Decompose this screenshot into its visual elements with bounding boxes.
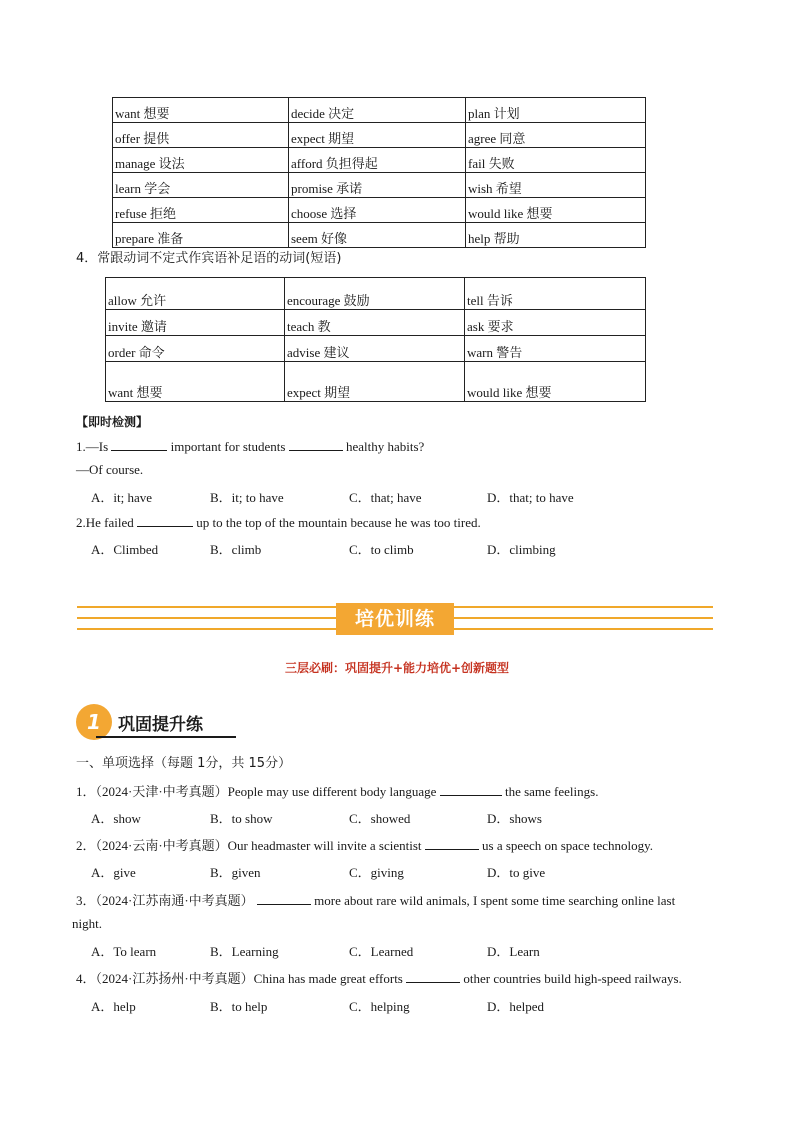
table-row xyxy=(106,278,646,310)
question-stem-end: other countries build high-speed railways. xyxy=(463,971,682,986)
option-d[interactable]: D．that; to have xyxy=(487,490,574,505)
banner-title: 培优训练 xyxy=(336,603,454,635)
section-number-badge: 1 xyxy=(76,704,112,740)
option-d[interactable]: D．shows xyxy=(487,811,542,826)
option-b[interactable]: B．Learning xyxy=(210,944,279,959)
option-a[interactable]: A．it; have xyxy=(91,490,153,505)
table-cell: wish 希望 xyxy=(466,173,646,198)
table-cell: teach 教 xyxy=(285,310,465,336)
question-stem-end: us a speech on space technology. xyxy=(482,838,654,853)
table-row xyxy=(113,98,646,123)
check-q1-part3: healthy habits? xyxy=(345,439,425,454)
table-cell: would like 想要 xyxy=(465,362,646,402)
question-stem: 4．（2024·江苏扬州·中考真题）China has made great efforts xyxy=(76,971,403,986)
option-b[interactable]: B．given xyxy=(210,865,261,880)
option-c[interactable]: C．showed xyxy=(349,811,411,826)
option-c[interactable]: C．that; have xyxy=(349,490,422,505)
option-a[interactable]: A．give xyxy=(91,865,136,880)
section-title-underline xyxy=(96,736,236,738)
table-cell: promise 承诺 xyxy=(289,173,466,198)
answer-blank[interactable] xyxy=(111,438,167,451)
table-cell: afford 负担得起 xyxy=(289,148,466,173)
option-d[interactable]: D．climbing xyxy=(487,542,556,557)
table-cell: expect 期望 xyxy=(289,123,466,148)
table-row xyxy=(113,223,646,248)
table-cell: warn 警告 xyxy=(465,336,646,362)
check-q1-part1: 1.—Is xyxy=(76,439,109,454)
table-row xyxy=(113,148,646,173)
question-stem: 3．（2024·江苏南通·中考真题） xyxy=(76,893,254,908)
table-cell: agree 同意 xyxy=(466,123,646,148)
check-question-2 xyxy=(76,514,481,531)
question-stem-end: more about rare wild animals, I spent some time searching online last xyxy=(314,893,676,908)
option-c[interactable]: C．giving xyxy=(349,865,404,880)
table-cell: help 帮助 xyxy=(466,223,646,248)
table-cell: seem 好像 xyxy=(289,223,466,248)
table-cell: refuse 拒绝 xyxy=(113,198,289,223)
table-row xyxy=(113,123,646,148)
table-cell: want 想要 xyxy=(106,362,285,402)
table-cell: learn 学会 xyxy=(113,173,289,198)
table-cell: manage 设法 xyxy=(113,148,289,173)
check-question-1 xyxy=(76,438,424,455)
option-d[interactable]: D．Learn xyxy=(487,944,540,959)
option-b[interactable]: B．climb xyxy=(210,542,262,557)
section-4-heading: 4．常跟动词不定式作宾语补足语的动词(短语) xyxy=(76,251,342,266)
question-2 xyxy=(76,835,653,854)
option-a[interactable]: A．show xyxy=(91,811,141,826)
part-heading: 一、单项选择（每题 1分，共 15分） xyxy=(76,756,292,771)
answer-blank[interactable] xyxy=(289,438,343,451)
option-b[interactable]: B．to show xyxy=(210,811,273,826)
table-cell: fail 失败 xyxy=(466,148,646,173)
table-cell: advise 建议 xyxy=(285,336,465,362)
table-cell: order 命令 xyxy=(106,336,285,362)
answer-blank[interactable] xyxy=(406,970,460,983)
table-cell: allow 允许 xyxy=(106,278,285,310)
answer-blank[interactable] xyxy=(425,837,479,850)
table-cell: expect 期望 xyxy=(285,362,465,402)
question-stem: 2．（2024·云南·中考真题）Our headmaster will invite a scientist xyxy=(76,838,422,853)
question-stem-end: the same feelings. xyxy=(504,784,599,799)
option-c[interactable]: C．Learned xyxy=(349,944,414,959)
table-cell: encourage 鼓励 xyxy=(285,278,465,310)
table-row xyxy=(113,198,646,223)
question-3 xyxy=(76,890,675,909)
table-cell: tell 告诉 xyxy=(465,278,646,310)
answer-blank[interactable] xyxy=(257,892,311,905)
option-b[interactable]: B．to help xyxy=(210,999,268,1014)
verbs-with-infinitive-object-table xyxy=(112,97,646,248)
question-stem: 1．（2024·天津·中考真题）People may use different body language xyxy=(76,784,437,799)
check-q1-part2: important for students xyxy=(170,439,286,454)
table-cell: ask 要求 xyxy=(465,310,646,336)
answer-blank[interactable] xyxy=(137,514,193,527)
option-a[interactable]: A．To learn xyxy=(91,944,157,959)
table-row xyxy=(106,310,646,336)
option-c[interactable]: C．helping xyxy=(349,999,410,1014)
table-cell: plan 计划 xyxy=(466,98,646,123)
option-d[interactable]: D．to give xyxy=(487,865,546,880)
option-b[interactable]: B．it; to have xyxy=(210,490,284,505)
check-q1-answer-line: —Of course. xyxy=(76,462,144,477)
option-a[interactable]: A．Climbed xyxy=(91,542,159,557)
table-cell: choose 选择 xyxy=(289,198,466,223)
table-cell: want 想要 xyxy=(113,98,289,123)
table-row xyxy=(113,173,646,198)
table-cell: offer 提供 xyxy=(113,123,289,148)
check-q2-part2: up to the top of the mountain because he was too tired. xyxy=(196,515,481,530)
verbs-with-infinitive-complement-table xyxy=(105,277,646,402)
answer-blank[interactable] xyxy=(440,783,502,796)
option-c[interactable]: C．to climb xyxy=(349,542,414,557)
option-a[interactable]: A．help xyxy=(91,999,136,1014)
banner-subtitle: 三层必刷：巩固提升+能力培优+创新题型 xyxy=(284,661,510,675)
instant-check-heading: 【即时检测】 xyxy=(76,415,149,429)
question-3-continuation: night. xyxy=(72,916,102,931)
section-title: 巩固提升练 xyxy=(118,715,203,735)
table-row xyxy=(106,336,646,362)
question-1 xyxy=(76,781,598,800)
option-d[interactable]: D．helped xyxy=(487,999,545,1014)
check-q2-part1: 2.He failed xyxy=(76,515,134,530)
table-cell: decide 决定 xyxy=(289,98,466,123)
table-cell: invite 邀请 xyxy=(106,310,285,336)
question-4 xyxy=(76,968,682,987)
table-row xyxy=(106,362,646,402)
table-cell: prepare 准备 xyxy=(113,223,289,248)
table-cell: would like 想要 xyxy=(466,198,646,223)
